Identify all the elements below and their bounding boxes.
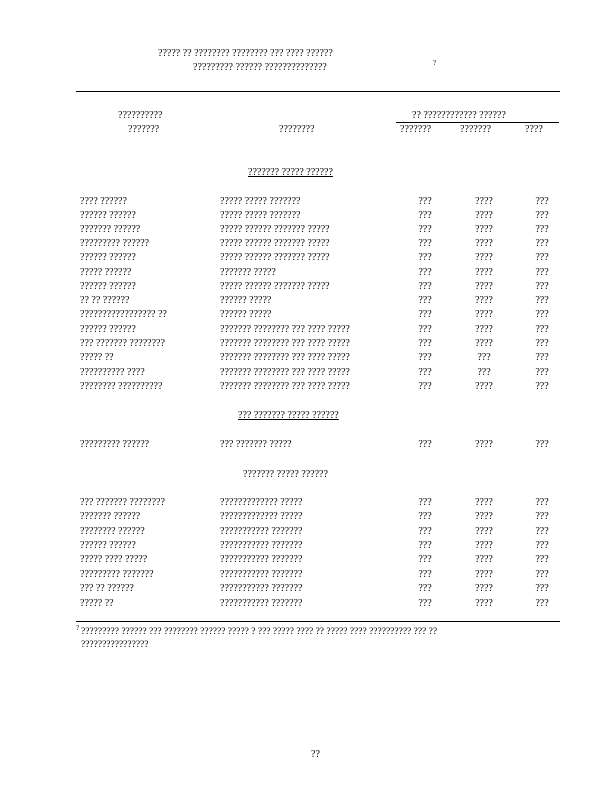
row-value-1: ??? — [418, 238, 432, 249]
row-value-3: ??? — [535, 598, 549, 609]
row-value-3: ??? — [535, 309, 549, 320]
row-description: ??????? ???????? ??? ???? ????? — [220, 324, 350, 335]
row-value-2: ??? — [477, 352, 491, 363]
header-col3: ??????? — [400, 124, 432, 135]
row-description: ????? ????? ??????? — [220, 210, 301, 221]
row-value-2: ???? — [475, 267, 493, 278]
table-row — [0, 224, 612, 238]
row-value-1: ??? — [418, 338, 432, 349]
row-name: ??????? ?????? — [80, 511, 141, 522]
row-value-2: ???? — [475, 439, 493, 450]
row-value-2: ???? — [475, 540, 493, 551]
row-description: ??????? ????? — [220, 267, 276, 278]
row-description: ????? ?????? ??????? ????? — [220, 224, 330, 235]
table-row — [0, 381, 612, 395]
row-value-2: ???? — [475, 569, 493, 580]
row-description: ????????????? ????? — [220, 511, 303, 522]
row-description: ????? ?????? ??????? ????? — [220, 252, 330, 263]
row-value-2: ???? — [475, 309, 493, 320]
row-value-2: ???? — [475, 224, 493, 235]
table-row — [0, 210, 612, 224]
row-value-1: ??? — [418, 324, 432, 335]
row-value-3: ??? — [535, 540, 549, 551]
row-name: ????? ?? — [80, 598, 114, 609]
table-row — [0, 583, 612, 597]
row-value-3: ??? — [535, 224, 549, 235]
row-description: ??????? ???????? ??? ???? ????? — [220, 381, 350, 392]
row-name: ??????? ?????? — [80, 224, 141, 235]
table-bottom-rule — [76, 621, 560, 622]
row-name: ???? ?????? — [80, 196, 127, 207]
table-row — [0, 439, 612, 453]
row-value-3: ??? — [535, 295, 549, 306]
row-value-2: ???? — [475, 381, 493, 392]
row-value-3: ??? — [535, 381, 549, 392]
row-value-1: ??? — [418, 540, 432, 551]
table-row — [0, 511, 612, 525]
row-description: ????? ?????? ??????? ????? — [220, 238, 330, 249]
row-name: ?????? ?????? — [80, 281, 136, 292]
row-value-1: ??? — [418, 252, 432, 263]
table-row — [0, 267, 612, 281]
row-name: ?????? ?????? — [80, 540, 136, 551]
row-value-2: ???? — [475, 196, 493, 207]
table-row — [0, 540, 612, 554]
row-value-1: ??? — [418, 224, 432, 235]
row-description: ??????????? ??????? — [220, 526, 303, 537]
table-row — [0, 352, 612, 366]
row-value-2: ???? — [475, 252, 493, 263]
row-value-2: ???? — [475, 511, 493, 522]
row-value-3: ??? — [535, 238, 549, 249]
table-row — [0, 338, 612, 352]
table-row — [0, 324, 612, 338]
table-row — [0, 196, 612, 210]
header-group-label: ?? ???????????? ?????? — [412, 110, 506, 121]
row-value-2: ??? — [477, 367, 491, 378]
footnote-line-2: ???????????????? — [81, 640, 149, 650]
row-description: ????? ????? ??????? — [220, 196, 301, 207]
row-name: ?????? ?????? — [80, 210, 136, 221]
row-value-1: ??? — [418, 281, 432, 292]
row-value-3: ??? — [535, 252, 549, 263]
row-value-3: ??? — [535, 267, 549, 278]
row-name: ?????????? ???? — [80, 367, 145, 378]
section-heading: ??? ??????? ????? ?????? — [238, 410, 339, 421]
row-value-1: ??? — [418, 439, 432, 450]
table-row — [0, 598, 612, 612]
row-value-3: ??? — [535, 554, 549, 565]
header-col1-top: ?????????? — [118, 110, 163, 121]
header-col2: ???????? — [279, 124, 315, 135]
row-value-1: ??? — [418, 210, 432, 221]
row-value-1: ??? — [418, 352, 432, 363]
row-value-3: ??? — [535, 196, 549, 207]
row-value-2: ???? — [475, 526, 493, 537]
row-value-1: ??? — [418, 526, 432, 537]
row-name: ????????????????? ?? — [80, 309, 167, 320]
row-name: ?????? ?????? — [80, 324, 136, 335]
row-value-1: ??? — [418, 511, 432, 522]
row-value-2: ???? — [475, 238, 493, 249]
row-value-3: ??? — [535, 281, 549, 292]
row-value-2: ???? — [475, 338, 493, 349]
row-description: ??????????? ??????? — [220, 540, 303, 551]
row-value-2: ???? — [475, 554, 493, 565]
table-row — [0, 554, 612, 568]
row-name: ?????? ?????? — [80, 252, 136, 263]
row-value-1: ??? — [418, 267, 432, 278]
row-name: ???????? ?????? — [80, 526, 145, 537]
row-name: ????? ?????? — [80, 267, 132, 278]
page-number: ?? — [311, 749, 320, 760]
row-value-2: ???? — [475, 598, 493, 609]
header-group-rule — [396, 122, 559, 123]
row-name: ??? ??????? ???????? — [80, 497, 165, 508]
table-row — [0, 569, 612, 583]
row-description: ??????????? ??????? — [220, 569, 303, 580]
row-description: ??? ??????? ????? — [220, 439, 292, 450]
table-row — [0, 367, 612, 381]
row-value-2: ???? — [475, 324, 493, 335]
row-value-3: ??? — [535, 569, 549, 580]
section-heading: ??????? ????? ?????? — [243, 469, 328, 480]
row-value-2: ???? — [475, 295, 493, 306]
row-name: ???????? ?????????? — [80, 381, 163, 392]
table-row — [0, 497, 612, 511]
row-description: ????????????? ????? — [220, 497, 303, 508]
row-value-1: ??? — [418, 381, 432, 392]
row-description: ????? ?????? ??????? ????? — [220, 281, 330, 292]
row-value-3: ??? — [535, 511, 549, 522]
row-name: ????????? ?????? — [80, 238, 150, 249]
row-value-3: ??? — [535, 210, 549, 221]
row-value-1: ??? — [418, 367, 432, 378]
row-value-1: ??? — [418, 309, 432, 320]
row-value-2: ???? — [475, 210, 493, 221]
document-title-line-2: ????????? ?????? ?????????????? — [193, 62, 327, 73]
footnote-line-1: ????????? ?????? ??? ???????? ?????? ????? ? ??? ????? ???? ?? ????? ???? ?????????? ??? ?? — [81, 627, 438, 637]
row-name: ??? ?? ?????? — [80, 583, 134, 594]
row-value-3: ??? — [535, 324, 549, 335]
row-value-1: ??? — [418, 554, 432, 565]
row-value-1: ??? — [418, 598, 432, 609]
row-description: ??????? ???????? ??? ???? ????? — [220, 367, 350, 378]
section-heading: ??????? ????? ?????? — [248, 167, 333, 178]
table-top-rule — [76, 91, 560, 92]
row-value-1: ??? — [418, 497, 432, 508]
row-description: ?????? ????? — [220, 295, 272, 306]
row-description: ??????? ???????? ??? ???? ????? — [220, 352, 350, 363]
document-title-line-1: ????? ?? ???????? ???????? ??? ???? ?????? — [158, 48, 333, 59]
title-footnote-marker: ? — [433, 59, 437, 67]
row-description: ??????????? ??????? — [220, 554, 303, 565]
row-value-3: ??? — [535, 497, 549, 508]
row-name: ????????? ??????? — [80, 569, 154, 580]
footnote-marker: ? — [76, 624, 80, 632]
row-value-1: ??? — [418, 569, 432, 580]
row-name: ????? ???? ????? — [80, 554, 148, 565]
row-name: ?? ?? ?????? — [80, 295, 130, 306]
row-value-2: ???? — [475, 281, 493, 292]
table-row — [0, 295, 612, 309]
table-row — [0, 281, 612, 295]
row-name: ??? ??????? ???????? — [80, 338, 165, 349]
row-name: ????? ?? — [80, 352, 114, 363]
row-value-1: ??? — [418, 196, 432, 207]
table-row — [0, 526, 612, 540]
row-description: ??????? ???????? ??? ???? ????? — [220, 338, 350, 349]
row-value-3: ??? — [535, 439, 549, 450]
header-col4: ??????? — [460, 124, 492, 135]
row-value-3: ??? — [535, 526, 549, 537]
row-description: ?????? ????? — [220, 309, 272, 320]
table-row — [0, 252, 612, 266]
row-description: ??????????? ??????? — [220, 583, 303, 594]
header-col5: ???? — [525, 124, 543, 135]
table-row — [0, 238, 612, 252]
row-value-1: ??? — [418, 295, 432, 306]
row-description: ??????????? ??????? — [220, 598, 303, 609]
row-value-3: ??? — [535, 583, 549, 594]
row-value-3: ??? — [535, 338, 549, 349]
row-value-3: ??? — [535, 367, 549, 378]
header-col1-bottom: ??????? — [128, 124, 160, 135]
row-value-2: ???? — [475, 497, 493, 508]
table-row — [0, 309, 612, 323]
row-value-1: ??? — [418, 583, 432, 594]
row-name: ????????? ?????? — [80, 439, 150, 450]
row-value-3: ??? — [535, 352, 549, 363]
row-value-2: ???? — [475, 583, 493, 594]
